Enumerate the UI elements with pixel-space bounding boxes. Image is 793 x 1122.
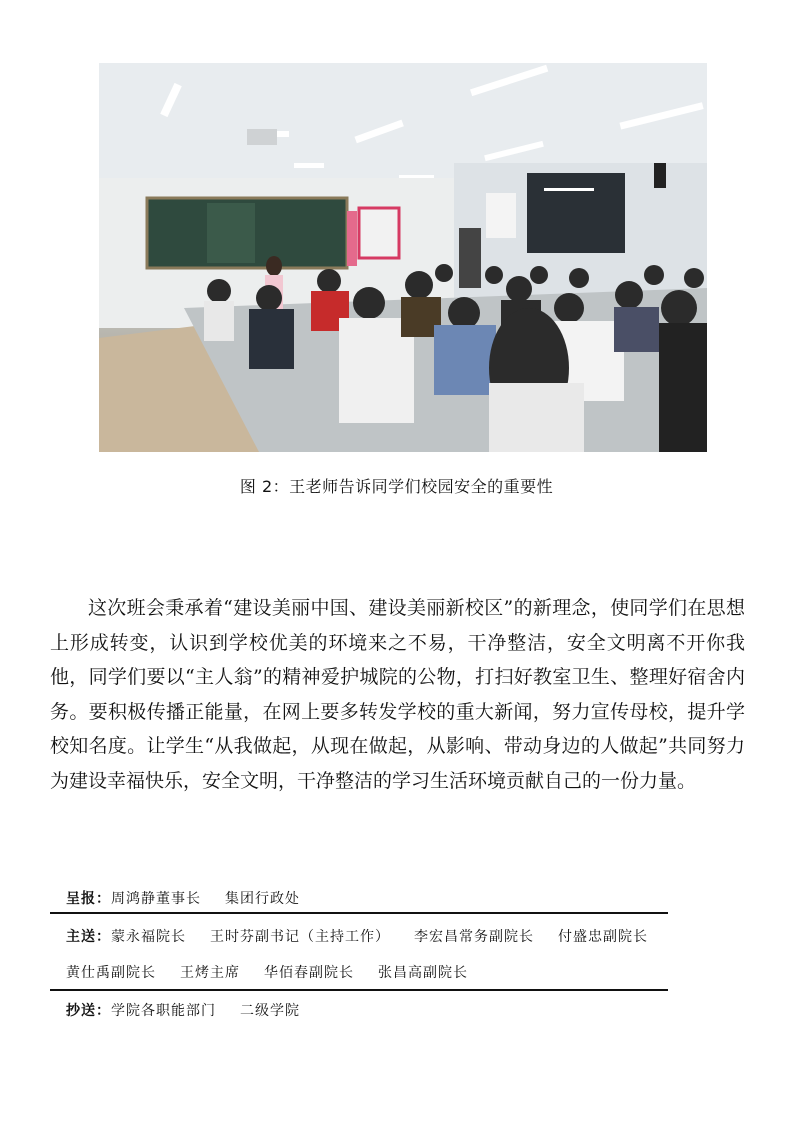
send-item: 张昌高副院长 (378, 965, 468, 981)
send-item: 付盛忠副院长 (558, 929, 648, 945)
report-item: 周鸿静董事长 (111, 891, 201, 907)
send-item: 王烤主席 (180, 965, 240, 981)
send-row (66, 926, 766, 946)
copy-item: 二级学院 (240, 1003, 300, 1019)
body-paragraph: 这次班会秉承着“建设美丽中国、建设美丽新校区”的新理念，使同学们在思想上形成转变，认识到学校优美的环境来之不易，干净整洁，安全文明离不开你我他，同学们要以“主人翁”的精神爱护城院的公物，打扫好教室卫生、整理好宿舍内务。要积极传播正能量，在网上要多转发学校的重大新闻，努力宣传母校，提升学校知名度。让学生“从我做起，从现在做起，从影响、带动身边的人做起”共同努力为建设幸福快乐，安全文明，干净整洁的学习生活环境贡献自己的一份力量。 (50, 597, 745, 792)
copy-item: 学院各职能部门 (111, 1003, 216, 1019)
classroom-illustration (99, 63, 707, 452)
send-item: 李宏昌常务副院长 (414, 929, 534, 945)
send-label: 主送： (66, 929, 111, 945)
report-row (66, 888, 766, 908)
send-row-continued (66, 962, 766, 982)
send-item: 王时芬副书记（主持工作） (210, 929, 390, 945)
send-item: 华佰春副院长 (264, 965, 354, 981)
send-item: 黄仕禹副院长 (66, 965, 156, 981)
divider-rule (50, 912, 668, 914)
figure-caption: 图 2：王老师告诉同学们校园安全的重要性 (239, 477, 554, 496)
divider-rule (50, 989, 668, 991)
report-label: 呈报： (66, 891, 111, 907)
send-item: 蒙永福院长 (111, 929, 186, 945)
report-item: 集团行政处 (225, 891, 300, 907)
copy-row (66, 1000, 766, 1020)
classroom-photo (99, 63, 707, 452)
copy-label: 抄送： (66, 1003, 111, 1019)
